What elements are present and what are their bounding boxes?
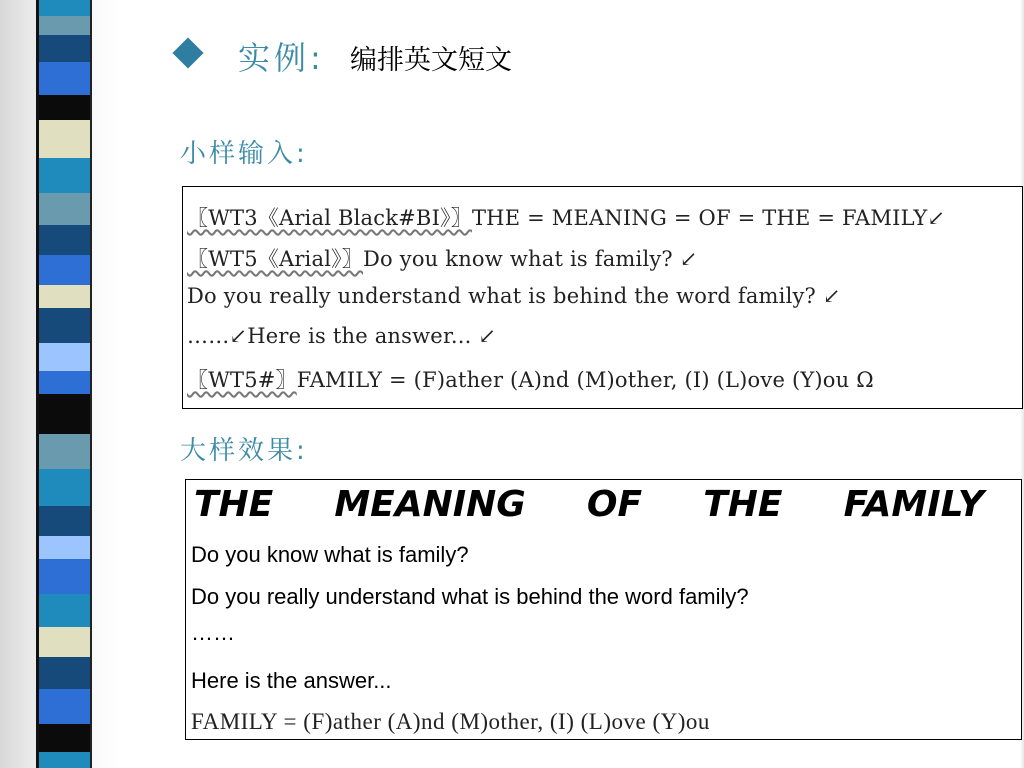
output-line: FAMILY = (F)ather (A)nd (M)other, (I) (L)ove (Y)ou xyxy=(191,709,710,734)
output-line: …… xyxy=(191,620,235,645)
sample-output-label: 大样效果: xyxy=(180,436,308,466)
sample-input-box xyxy=(182,186,1023,409)
sample-input-label: 小样输入: xyxy=(180,139,308,169)
stripe-band xyxy=(39,95,90,120)
diamond-bullet-icon xyxy=(172,37,203,68)
stripe-band xyxy=(39,536,90,559)
input-line xyxy=(187,243,698,273)
output-title xyxy=(194,484,984,525)
stripe-band xyxy=(39,657,90,689)
stripe-band xyxy=(39,594,90,627)
stripe-band xyxy=(39,627,90,657)
stripe-band xyxy=(39,506,90,536)
output-title-word: THE xyxy=(703,484,783,525)
page-title: 编排英文短文 xyxy=(350,45,512,76)
input-text: Do you really understand what is behind the word family? ↙ xyxy=(187,284,841,308)
input-code: 〖WT5#〗 xyxy=(187,368,297,392)
stripe-band xyxy=(39,193,90,225)
stripe-band xyxy=(39,469,90,506)
stripe-band xyxy=(39,35,90,61)
decorative-stripe xyxy=(36,0,92,768)
stripe-band xyxy=(39,724,90,752)
stripe-band xyxy=(39,120,90,159)
input-code: 〖WT3《Arial Black#BI》〗 xyxy=(187,206,472,230)
stripe-band xyxy=(39,689,90,724)
input-text: THE = MEANING = OF = THE = FAMILY↙ xyxy=(471,206,946,230)
input-text: Do you know what is family? ↙ xyxy=(363,247,698,271)
output-title-word: THE xyxy=(194,484,274,525)
output-line: Do you really understand what is behind the word family? xyxy=(191,584,749,609)
stripe-band xyxy=(39,255,90,285)
output-line: Do you know what is family? xyxy=(191,542,469,567)
output-title-word: MEANING xyxy=(334,484,526,525)
stripe-band xyxy=(39,434,90,469)
example-label: 实例: xyxy=(238,39,325,77)
input-text: FAMILY = (F)ather (A)nd (M)other, (I) (L)ove (Y)ou Ω xyxy=(296,368,874,392)
stripe-band xyxy=(39,285,90,308)
stripe-band xyxy=(39,752,90,768)
stripe-band xyxy=(39,559,90,594)
input-code: 〖WT5《Arial》〗 xyxy=(187,247,364,271)
stripe-band xyxy=(39,158,90,193)
stripe-band xyxy=(39,62,90,95)
input-line xyxy=(187,324,496,348)
stripe-band xyxy=(39,225,90,255)
stripe-band xyxy=(39,394,90,434)
stripe-band xyxy=(39,0,90,16)
input-line xyxy=(187,202,945,232)
stripe-band xyxy=(39,16,90,35)
stripe-band xyxy=(39,343,90,371)
stripe-band xyxy=(39,371,90,394)
output-title-word: FAMILY xyxy=(843,484,984,525)
input-line xyxy=(187,364,874,394)
sample-output-box xyxy=(185,479,1022,740)
input-text: ……↙Here is the answer... ↙ xyxy=(187,324,497,348)
input-line xyxy=(187,284,841,308)
output-title-word: OF xyxy=(586,484,643,525)
stripe-band xyxy=(39,308,90,343)
output-line: Here is the answer... xyxy=(191,668,392,693)
